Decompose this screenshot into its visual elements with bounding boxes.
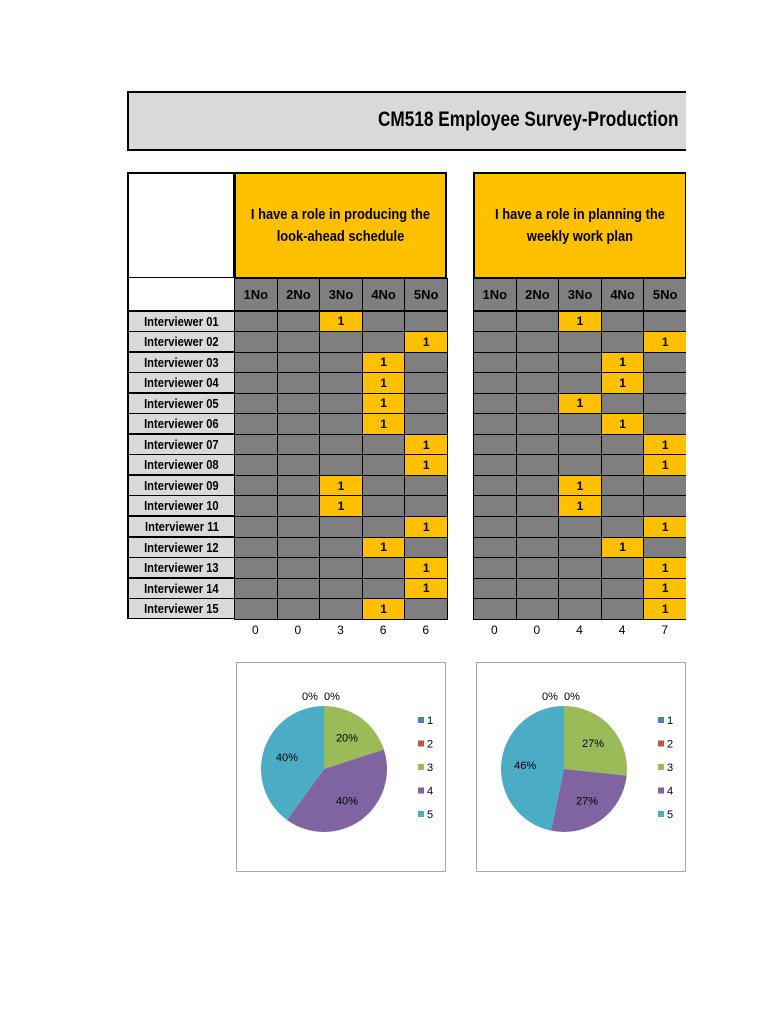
legend-swatch-3 <box>658 764 664 770</box>
answer-cell <box>234 495 278 517</box>
column-total: 4 <box>576 623 583 637</box>
answer-cell <box>319 557 363 579</box>
legend-label: 4 <box>667 785 674 798</box>
answer-cell <box>473 557 517 579</box>
legend-swatch-2 <box>418 741 424 747</box>
answer-cell-marked: 1 <box>601 352 645 374</box>
legend-label: 4 <box>427 785 434 798</box>
interviewer-name: Interviewer 09 <box>144 477 219 493</box>
row-label <box>127 557 235 578</box>
answer-cell <box>319 352 363 374</box>
answer-cell <box>362 516 406 538</box>
answer-cell <box>277 516 321 538</box>
row-label <box>127 413 235 434</box>
interviewer-name: Interviewer 14 <box>144 580 219 596</box>
answer-cell <box>362 331 406 353</box>
answer-cell <box>277 393 321 415</box>
answer-cell <box>558 372 602 394</box>
answer-cell <box>601 454 645 476</box>
pie-chart-2-frame <box>476 662 686 872</box>
answer-cell <box>516 331 560 353</box>
row-label <box>127 434 235 455</box>
answer-cell <box>558 598 602 620</box>
answer-cell <box>277 495 321 517</box>
answer-cell <box>277 578 321 600</box>
column-total: 6 <box>379 623 387 637</box>
answer-cell <box>643 413 686 435</box>
answer-cell-marked: 1 <box>404 516 448 538</box>
pie-data-label: 40% <box>335 795 358 808</box>
interviewer-name: Interviewer 10 <box>144 498 219 514</box>
answer-cell <box>516 413 560 435</box>
legend-swatch-2 <box>658 741 664 747</box>
answer-cell <box>277 475 321 497</box>
legend-label: 2 <box>667 738 674 751</box>
answer-cell-marked: 1 <box>601 372 645 394</box>
interviewer-name: Interviewer 04 <box>144 375 219 391</box>
answer-cell <box>516 454 560 476</box>
legend-swatch-4 <box>418 788 424 794</box>
answer-cell <box>277 311 321 333</box>
legend-swatch-5 <box>658 811 664 817</box>
answer-cell <box>473 331 517 353</box>
answer-cell <box>234 393 278 415</box>
answer-cell-marked: 1 <box>404 434 448 456</box>
row-label <box>127 516 235 537</box>
question-1-text: I have a role in producing the look-ahead schedule <box>250 205 431 245</box>
pie-data-label: 0% <box>302 691 318 703</box>
interviewer-name: Interviewer 02 <box>144 334 219 350</box>
answer-cell <box>473 578 517 600</box>
answer-cell <box>558 537 602 559</box>
answer-cell <box>234 352 278 374</box>
answer-cell-marked: 1 <box>558 495 602 517</box>
answer-cell <box>516 598 560 620</box>
interviewer-name: Interviewer 12 <box>144 539 219 555</box>
answer-cell <box>362 578 406 600</box>
answer-cell <box>558 557 602 579</box>
answer-cell <box>234 434 278 456</box>
answer-cell <box>404 495 448 517</box>
row-label <box>127 393 235 414</box>
answer-cell <box>516 475 560 497</box>
answer-cell <box>601 434 645 456</box>
answer-cell-marked: 1 <box>558 311 602 333</box>
answer-cell-marked: 1 <box>643 434 686 456</box>
answer-cell <box>643 495 686 517</box>
interviewer-name: Interviewer 15 <box>144 601 219 617</box>
answer-cell <box>601 331 645 353</box>
answer-cell <box>234 598 278 620</box>
answer-cell <box>277 352 321 374</box>
answer-cell <box>234 557 278 579</box>
interviewer-name: Interviewer 03 <box>144 354 219 370</box>
column-total: 3 <box>337 623 344 637</box>
row-label <box>127 331 235 352</box>
answer-cell <box>234 311 278 333</box>
blank-subheader-cell <box>127 278 235 311</box>
answer-cell <box>404 352 448 374</box>
answer-cell <box>643 537 686 559</box>
column-header: 4No <box>362 278 406 311</box>
interviewer-name: Interviewer 05 <box>144 395 219 411</box>
answer-cell <box>643 352 686 374</box>
answer-cell-marked: 1 <box>362 372 406 394</box>
column-total: 4 <box>618 623 626 637</box>
column-header: 1No <box>473 278 517 311</box>
legend-label: 1 <box>427 715 434 727</box>
answer-cell <box>277 413 321 435</box>
column-total: 0 <box>251 623 259 637</box>
answer-cell <box>516 372 560 394</box>
answer-cell <box>277 557 321 579</box>
answer-cell <box>404 537 448 559</box>
answer-cell <box>473 311 517 333</box>
answer-cell-marked: 1 <box>404 454 448 476</box>
answer-cell <box>404 598 448 620</box>
answer-cell <box>473 413 517 435</box>
answer-cell <box>362 311 406 333</box>
pie-data-label: 0% <box>324 691 340 703</box>
legend-swatch-1 <box>418 717 424 723</box>
column-total: 0 <box>490 623 498 637</box>
answer-cell <box>234 454 278 476</box>
column-total: 6 <box>422 623 430 637</box>
answer-cell <box>643 393 686 415</box>
answer-cell <box>473 537 517 559</box>
answer-cell <box>558 413 602 435</box>
answer-cell <box>404 311 448 333</box>
blank-header-cell <box>127 172 235 278</box>
answer-cell-marked: 1 <box>558 475 602 497</box>
answer-cell-marked: 1 <box>362 413 406 435</box>
answer-cell-marked: 1 <box>643 331 686 353</box>
pie-chart-1-frame <box>236 662 446 872</box>
legend-swatch-1 <box>658 717 664 723</box>
pie-data-label: 46% <box>514 759 537 772</box>
answer-cell <box>558 331 602 353</box>
answer-cell <box>601 516 645 538</box>
answer-cell <box>362 475 406 497</box>
answer-cell <box>319 413 363 435</box>
answer-cell <box>319 578 363 600</box>
column-header: 4No <box>601 278 645 311</box>
answer-cell <box>234 413 278 435</box>
answer-cell-marked: 1 <box>319 311 363 333</box>
page-title: CM518 Employee Survey-Production <box>378 108 679 131</box>
answer-cell <box>319 454 363 476</box>
answer-cell <box>234 331 278 353</box>
answer-cell <box>404 372 448 394</box>
answer-cell <box>234 578 278 600</box>
legend-label: 5 <box>427 809 434 821</box>
answer-cell <box>516 393 560 415</box>
answer-cell <box>516 516 560 538</box>
row-label <box>127 454 235 475</box>
answer-cell <box>601 557 645 579</box>
answer-cell <box>558 352 602 374</box>
answer-cell-marked: 1 <box>643 516 686 538</box>
answer-cell <box>362 557 406 579</box>
answer-cell <box>516 578 560 600</box>
answer-cell-marked: 1 <box>601 413 645 435</box>
answer-cell <box>473 352 517 374</box>
answer-cell <box>277 454 321 476</box>
answer-cell <box>516 311 560 333</box>
answer-cell <box>277 598 321 620</box>
answer-cell <box>558 516 602 538</box>
pie-data-label: 40% <box>275 751 298 764</box>
column-total: 0 <box>294 623 302 637</box>
answer-cell-marked: 1 <box>643 598 686 620</box>
answer-cell <box>473 475 517 497</box>
answer-cell <box>319 393 363 415</box>
row-label <box>127 495 235 516</box>
interviewer-name: Interviewer 11 <box>144 519 219 534</box>
column-header: 3No <box>319 278 363 311</box>
row-label <box>127 475 235 496</box>
column-header: 2No <box>277 278 321 311</box>
row-label <box>127 598 235 619</box>
pie-chart-2 <box>477 663 685 871</box>
answer-cell <box>473 434 517 456</box>
legend-label: 5 <box>667 809 674 821</box>
answer-cell <box>558 578 602 600</box>
answer-cell <box>601 393 645 415</box>
pie-data-label: 27% <box>575 795 598 808</box>
answer-cell <box>516 352 560 374</box>
answer-cell <box>473 598 517 620</box>
answer-cell <box>473 454 517 476</box>
legend-label: 1 <box>667 715 674 727</box>
row-label <box>127 372 235 393</box>
answer-cell-marked: 1 <box>362 598 406 620</box>
answer-cell <box>319 331 363 353</box>
answer-cell <box>601 311 645 333</box>
answer-cell <box>473 372 517 394</box>
question-2-text: I have a role in planning the weekly work plan <box>495 205 665 245</box>
row-label <box>127 311 235 332</box>
answer-cell <box>473 516 517 538</box>
legend-swatch-3 <box>418 764 424 770</box>
column-header: 2No <box>516 278 560 311</box>
column-header: 5No <box>643 278 686 311</box>
interviewer-name: Interviewer 08 <box>144 457 219 473</box>
answer-cell-marked: 1 <box>558 393 602 415</box>
answer-cell <box>362 495 406 517</box>
answer-cell <box>319 516 363 538</box>
answer-cell <box>516 537 560 559</box>
legend-swatch-4 <box>658 788 664 794</box>
interviewer-name: Interviewer 13 <box>144 560 219 576</box>
answer-cell-marked: 1 <box>362 352 406 374</box>
answer-cell <box>473 495 517 517</box>
answer-cell <box>404 413 448 435</box>
answer-cell <box>601 495 645 517</box>
pie-chart-1 <box>237 663 445 871</box>
answer-cell <box>277 372 321 394</box>
answer-cell <box>277 331 321 353</box>
answer-cell <box>319 372 363 394</box>
pie-data-label: 27% <box>582 737 605 750</box>
answer-cell-marked: 1 <box>319 475 363 497</box>
row-label <box>127 578 235 599</box>
answer-cell <box>234 516 278 538</box>
pie-data-label: 0% <box>564 691 580 703</box>
answer-cell <box>601 578 645 600</box>
column-header: 3No <box>558 278 602 311</box>
answer-cell <box>473 393 517 415</box>
answer-cell <box>404 393 448 415</box>
answer-cell-marked: 1 <box>601 537 645 559</box>
answer-cell <box>319 598 363 620</box>
answer-cell <box>601 475 645 497</box>
row-label <box>127 352 235 373</box>
answer-cell-marked: 1 <box>643 454 686 476</box>
column-header: 1No <box>234 278 278 311</box>
legend-label: 3 <box>427 762 434 774</box>
answer-cell <box>558 434 602 456</box>
answer-cell <box>601 598 645 620</box>
column-total: 0 <box>533 623 541 637</box>
answer-cell <box>234 372 278 394</box>
question-2-header <box>473 172 686 278</box>
answer-cell-marked: 1 <box>643 578 686 600</box>
answer-cell <box>362 434 406 456</box>
question-1-header <box>234 172 447 278</box>
answer-cell-marked: 1 <box>362 393 406 415</box>
answer-cell-marked: 1 <box>404 331 448 353</box>
answer-cell <box>234 537 278 559</box>
answer-cell-marked: 1 <box>404 557 448 579</box>
legend-label: 3 <box>667 762 674 774</box>
pie-data-label: 20% <box>335 732 358 745</box>
interviewer-name: Interviewer 07 <box>144 436 219 452</box>
legend-swatch-5 <box>418 811 424 817</box>
answer-cell <box>516 495 560 517</box>
answer-cell <box>362 454 406 476</box>
row-label <box>127 537 235 558</box>
answer-cell <box>319 434 363 456</box>
answer-cell <box>516 434 560 456</box>
answer-cell-marked: 1 <box>319 495 363 517</box>
column-header: 5No <box>404 278 448 311</box>
answer-cell <box>319 537 363 559</box>
answer-cell-marked: 1 <box>404 578 448 600</box>
legend-label: 2 <box>427 738 434 751</box>
answer-cell-marked: 1 <box>362 537 406 559</box>
answer-cell <box>234 475 278 497</box>
pie-data-label: 0% <box>542 691 558 703</box>
column-total: 7 <box>661 623 669 637</box>
answer-cell-marked: 1 <box>643 557 686 579</box>
answer-cell <box>277 537 321 559</box>
answer-cell <box>558 454 602 476</box>
answer-cell <box>277 434 321 456</box>
answer-cell <box>404 475 448 497</box>
answer-cell <box>516 557 560 579</box>
interviewer-name: Interviewer 01 <box>144 313 219 329</box>
answer-cell <box>643 372 686 394</box>
interviewer-name: Interviewer 06 <box>144 416 219 432</box>
answer-cell <box>643 311 686 333</box>
answer-cell <box>643 475 686 497</box>
